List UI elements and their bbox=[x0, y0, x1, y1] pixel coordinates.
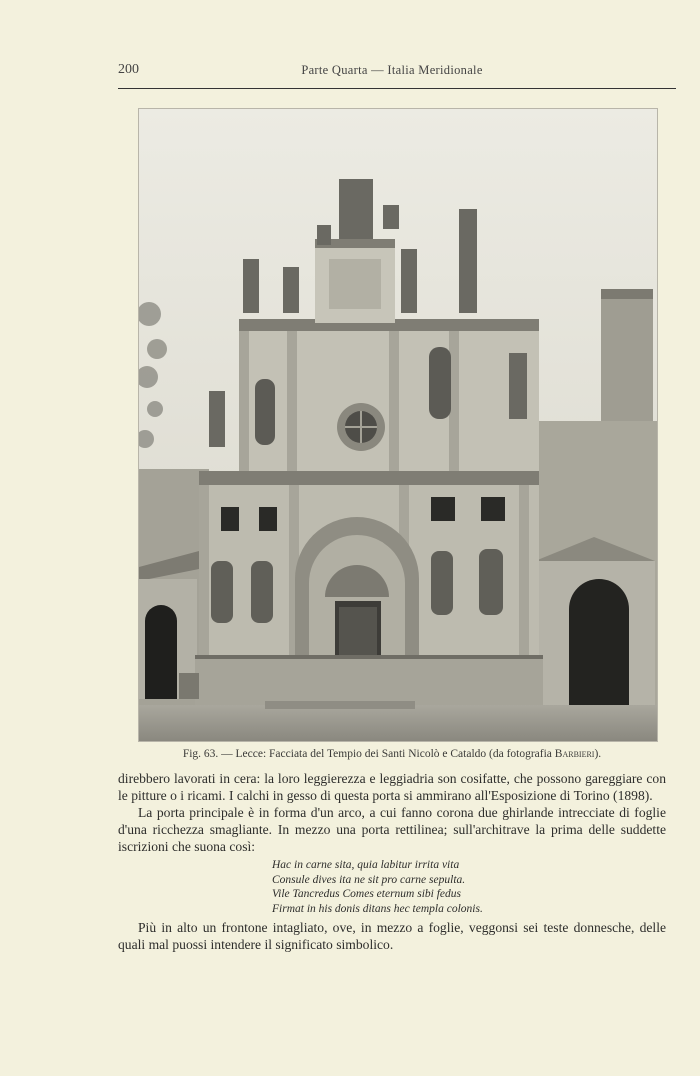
caption-end: ). bbox=[594, 748, 602, 760]
paragraph-1: direbbero lavorati in cera: la loro leggierezza e leggiadria son cosifatte, che possono gareggiare con le pitture o i ricami. I calchi in gesso di questa porta si ammirano all'Esposizione di Torino (1898). bbox=[118, 771, 666, 803]
verse-line: Consule dives ita ne sit pro carne sepulta. bbox=[272, 873, 466, 886]
church-facade-photograph bbox=[138, 108, 658, 742]
figure-caption bbox=[118, 748, 666, 760]
running-head: Parte Quarta — Italia Meridionale bbox=[301, 63, 483, 77]
page-header bbox=[118, 62, 666, 82]
inscription-verse bbox=[272, 858, 666, 916]
body-text bbox=[118, 770, 666, 953]
verse-line: Hac in carne sita, quia labitur irrita vita bbox=[272, 859, 460, 871]
verse-line: Vile Tancredus Comes eternum sibi fedus bbox=[272, 888, 461, 901]
caption-text: Fig. 63. — Lecce: Facciata del Tempio dei Santi Nicolò e Cataldo (da fotografia bbox=[182, 748, 555, 760]
verse-line: Firmat in his donis ditans hec templa colonis. bbox=[272, 902, 483, 915]
paragraph-2: La porta principale è in forma d'un arco, a cui fanno corona due ghirlande intrecciate di foglie d'una ricchezza smagliante. In mezzo una porta rettilinea; sull'architrave la prima delle suddette iscrizioni che suona così: bbox=[118, 805, 666, 854]
header-rule bbox=[118, 88, 676, 89]
caption-credit: Barbieri bbox=[554, 748, 595, 760]
paragraph-3: Più in alto un frontone intagliato, ove, in mezzo a foglie, veggonsi sei teste donnesche, delle quali mal puossi intendere il significato simbolico. bbox=[118, 920, 666, 953]
page-number: 200 bbox=[118, 62, 139, 77]
